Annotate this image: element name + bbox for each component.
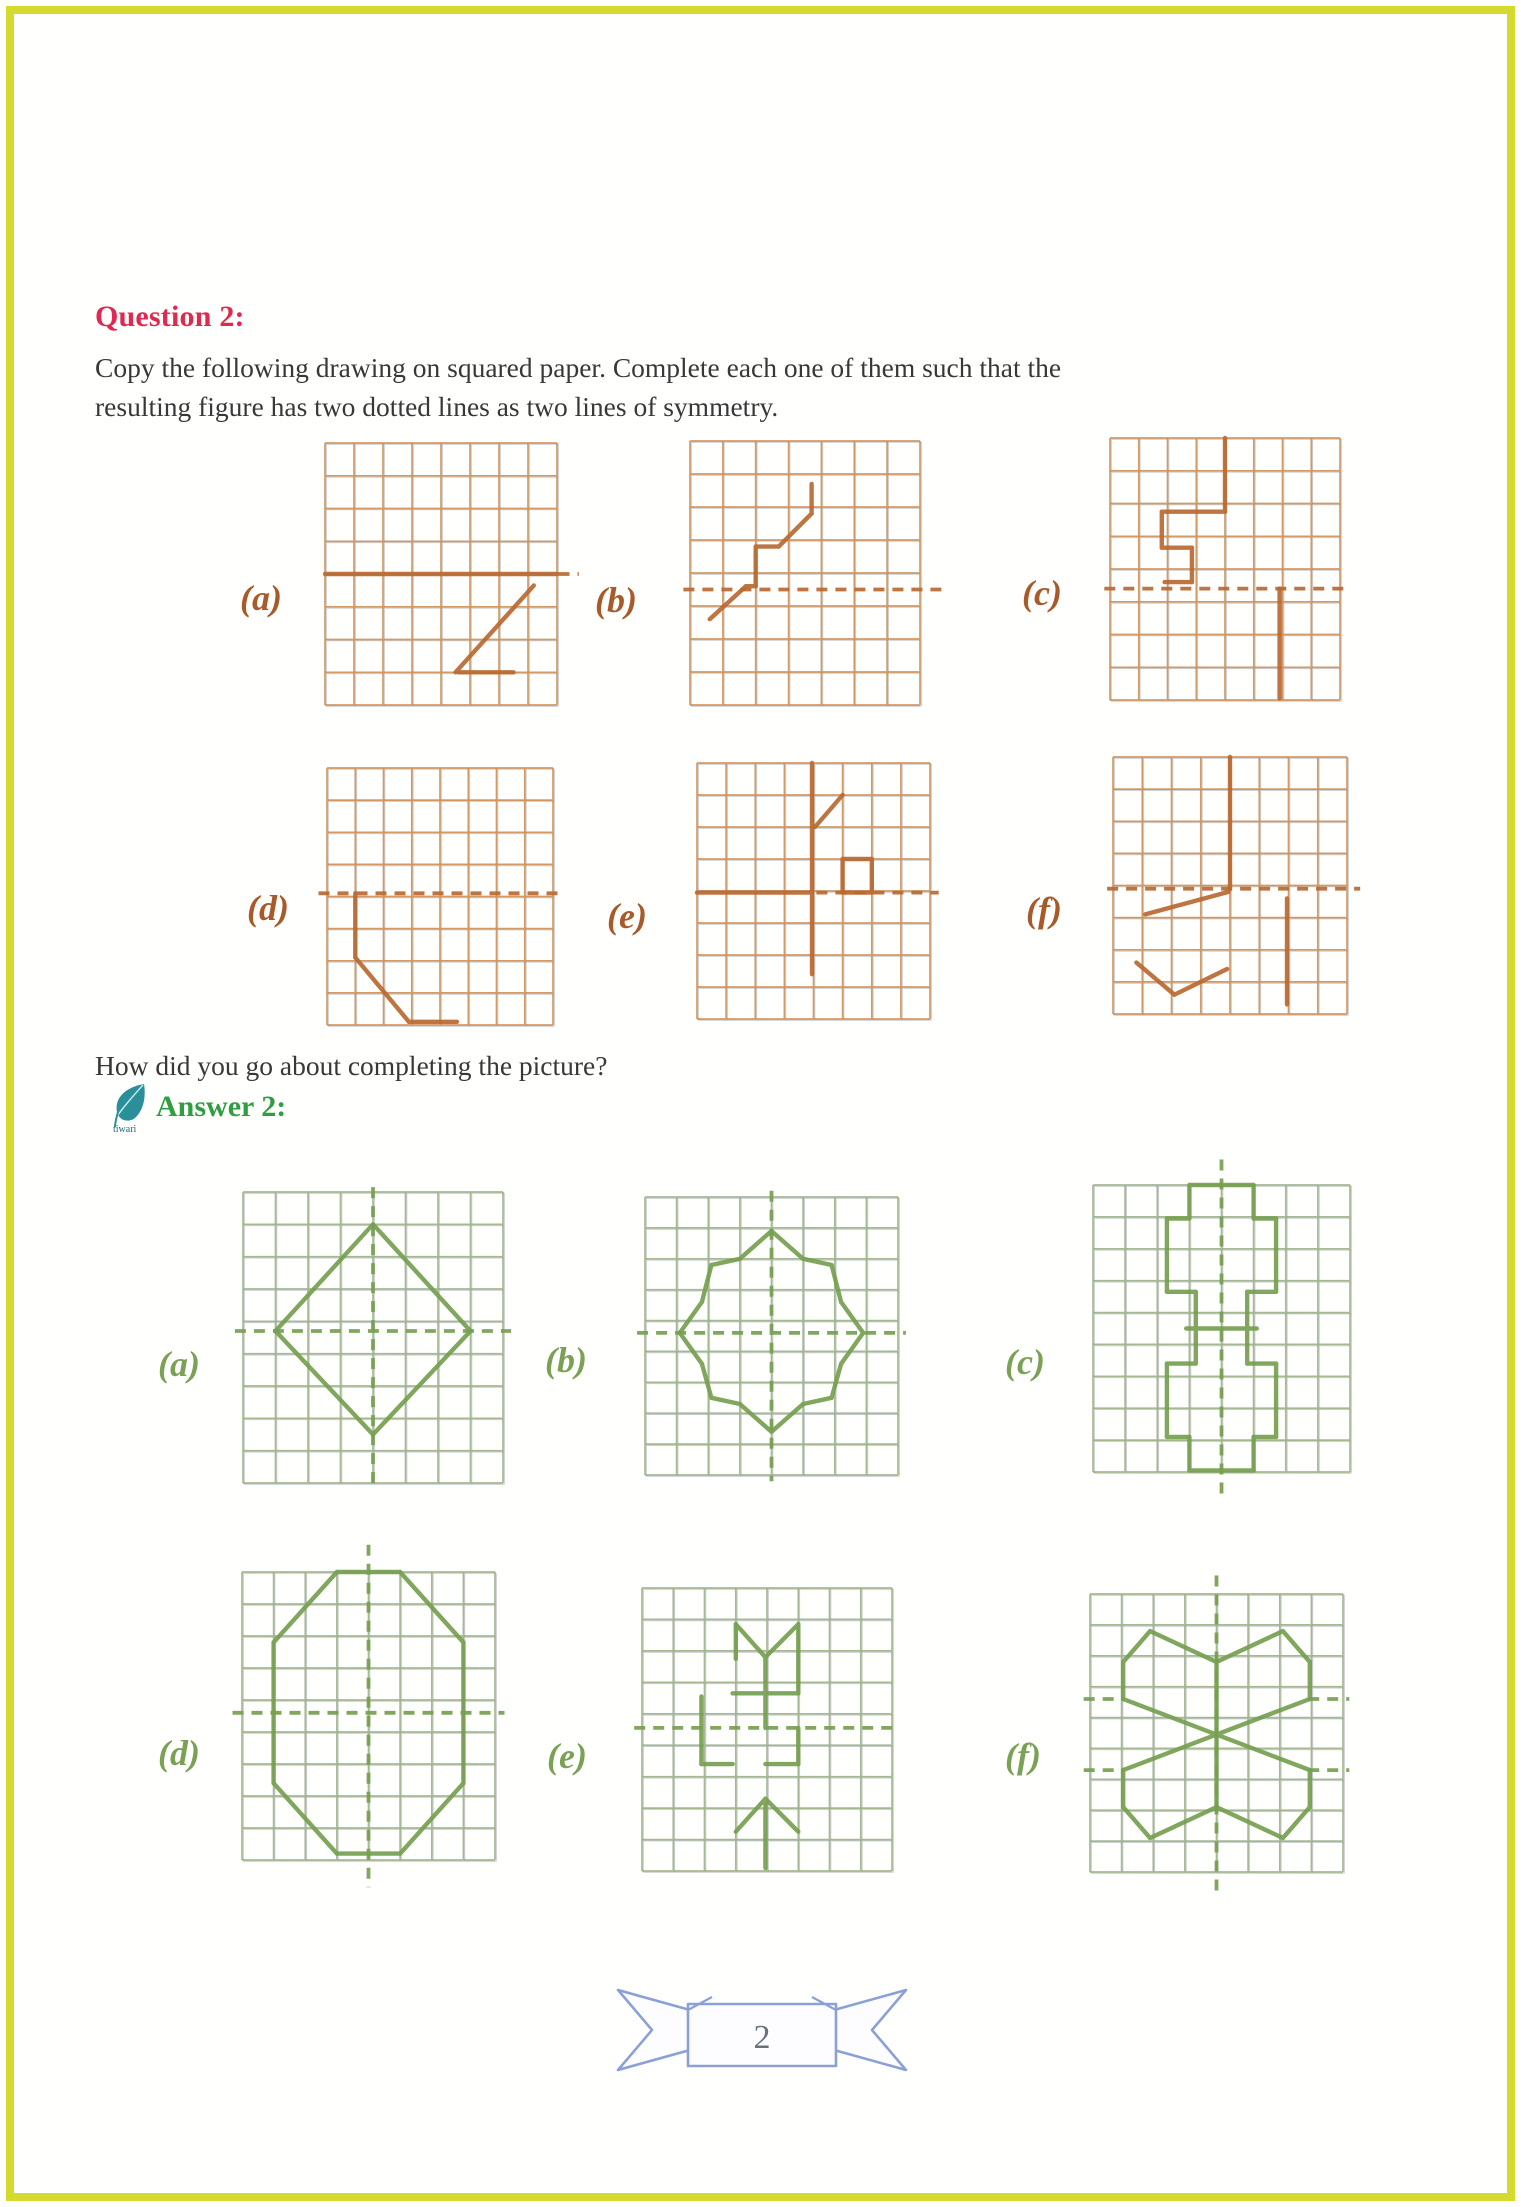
answer-figure-f xyxy=(1058,1562,1375,1909)
answer-figure-label-f: (f) xyxy=(1005,1736,1041,1776)
answer-figure-label-a: (a) xyxy=(158,1344,200,1384)
logo-wordmark: tiwari xyxy=(113,1124,137,1134)
answer-figure-label-c: (c) xyxy=(1005,1342,1045,1382)
question-figure-label-a: (a) xyxy=(240,578,282,618)
page-number: 2 xyxy=(753,2019,771,2056)
tiwari-academy-logo xyxy=(110,1082,154,1134)
question-text-line2: resulting figure has two dotted lines as two lines of symmetry. xyxy=(95,391,779,422)
grid-svg xyxy=(658,409,952,737)
answer-figure-label-d: (d) xyxy=(158,1733,200,1773)
question-text-line1: Copy the following drawing on squared paper. Complete each one of them such that the xyxy=(95,352,1062,383)
question-figure-f xyxy=(1081,725,1379,1051)
question-figure-c xyxy=(1078,406,1372,737)
answer-figure-c xyxy=(1061,1153,1382,1509)
ribbon-left-tail xyxy=(618,1990,690,2070)
grid-svg xyxy=(1078,406,1372,732)
leaf-icon xyxy=(110,1082,154,1134)
question-figure-b xyxy=(658,409,952,742)
answer-figure-e xyxy=(610,1556,924,1908)
question-figure-label-c: (c) xyxy=(1022,573,1062,613)
question-heading: Question 2: xyxy=(95,300,245,333)
grid-svg xyxy=(613,1165,930,1507)
question-figure-label-f: (f) xyxy=(1026,890,1062,930)
answer-figure-label-e: (e) xyxy=(547,1736,587,1776)
prompt-text: How did you go about completing the picture? xyxy=(95,1050,608,1081)
grid-svg xyxy=(210,1540,527,1892)
grid-svg xyxy=(295,736,585,1057)
question-figure-label-b: (b) xyxy=(595,580,637,620)
grid-svg xyxy=(610,1556,924,1903)
page-number-banner xyxy=(612,1984,912,2076)
question-figure-d xyxy=(295,736,585,1062)
answer-figure-b xyxy=(613,1165,930,1512)
grid-svg xyxy=(293,411,589,737)
answer-figure-label-b: (b) xyxy=(545,1340,587,1380)
grid-svg xyxy=(1058,1562,1375,1904)
grid-svg xyxy=(665,731,962,1051)
question-figure-label-d: (d) xyxy=(247,888,289,928)
grid-svg xyxy=(1061,1153,1382,1504)
question-figure-e xyxy=(665,731,962,1056)
answer-figure-d xyxy=(210,1540,527,1897)
question-figure-a xyxy=(293,411,589,742)
ribbon-right-tail xyxy=(834,1990,906,2070)
ribbon-icon xyxy=(612,1984,912,2076)
answer-heading: Answer 2: xyxy=(156,1090,287,1123)
grid-svg xyxy=(211,1160,535,1515)
answer-figure-a xyxy=(211,1160,535,1520)
question-figure-label-e: (e) xyxy=(607,896,647,936)
grid-svg xyxy=(1081,725,1379,1046)
